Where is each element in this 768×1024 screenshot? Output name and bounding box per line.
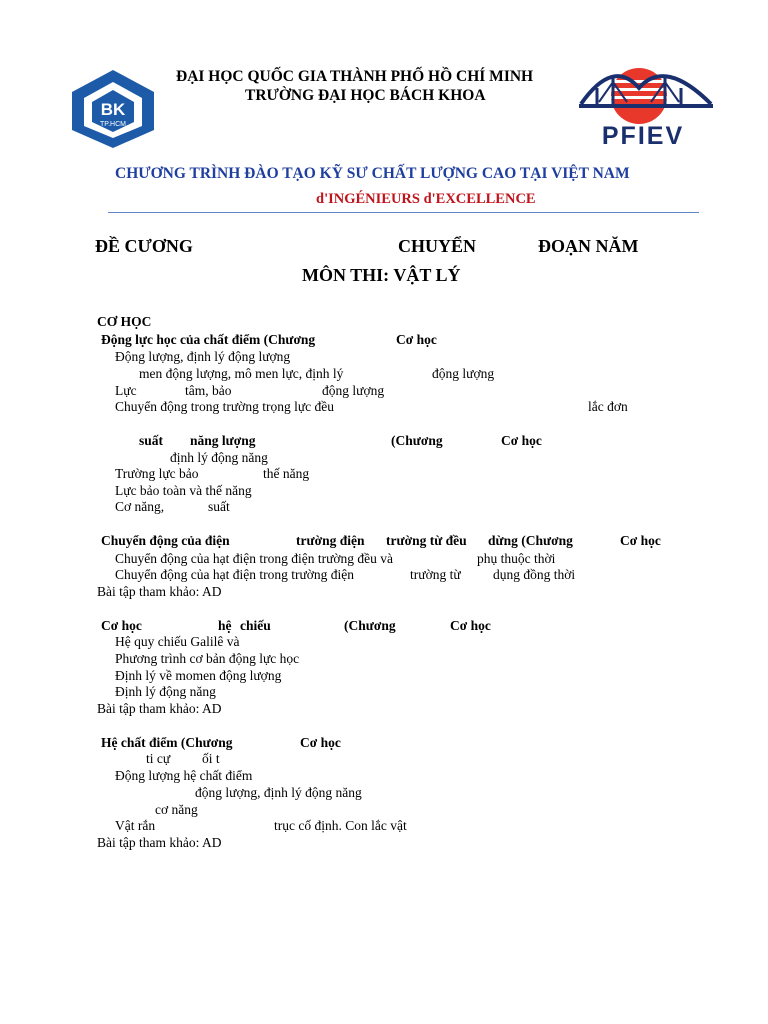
list-item: động lượng xyxy=(322,383,385,398)
section-heading: Cơ học xyxy=(396,332,437,347)
list-item: động lượng xyxy=(432,366,495,381)
section-heading: Cơ học xyxy=(300,735,341,750)
title-word-2: CHUYỂN xyxy=(398,236,477,256)
list-item: thế năng xyxy=(263,466,310,481)
section-heading: Chuyển động của điện xyxy=(101,533,230,548)
list-item: dụng đồng thời xyxy=(493,567,576,582)
section-heading: trường điện xyxy=(296,533,365,548)
list-item: Phương trình cơ bản động lực học xyxy=(115,651,300,666)
section-heading: suất xyxy=(139,433,164,448)
list-item: ti cự xyxy=(146,751,171,766)
title-subject: MÔN THI: VẬT LÝ xyxy=(302,265,461,285)
list-item: Chuyển động của hạt điện trong trường điện xyxy=(115,567,355,582)
reference-line: Bài tập tham khảo: AD xyxy=(97,835,222,850)
list-item: tâm, bảo xyxy=(185,383,232,398)
pfiev-logo-text: PFIEV xyxy=(601,122,685,150)
list-item: Hệ quy chiếu Galilê và xyxy=(115,634,240,649)
section-heading: hệ xyxy=(218,618,232,633)
list-item: định lý động năng xyxy=(170,450,268,465)
list-item: lắc đơn xyxy=(588,399,628,414)
list-item: Vật rắn xyxy=(115,818,156,833)
section-heading: Cơ học xyxy=(620,533,661,548)
section-heading: Hệ chất điểm (Chương xyxy=(101,735,233,750)
list-item: ối t xyxy=(202,751,220,766)
bk-logo xyxy=(68,68,158,150)
list-item: Động lượng hệ chất điểm xyxy=(115,768,253,783)
list-item: trường từ xyxy=(410,567,461,582)
list-item: men động lượng, mô men lực, định lý xyxy=(139,366,344,381)
reference-line: Bài tập tham khảo: AD xyxy=(97,584,222,599)
section-heading: chiếu xyxy=(240,618,271,633)
section-heading: Cơ học xyxy=(450,618,491,633)
list-item: phụ thuộc thời xyxy=(477,551,556,566)
list-item: Động lượng, định lý động lượng xyxy=(115,349,291,364)
section-heading: dừng (Chương xyxy=(488,533,573,548)
list-item: suất xyxy=(208,499,230,514)
section-heading: Cơ học xyxy=(501,433,542,448)
title-word-3: ĐOẠN NĂM xyxy=(538,236,639,256)
list-item: Lực xyxy=(115,383,137,398)
section-heading: năng lượng xyxy=(190,433,256,448)
reference-line: Bài tập tham khảo: AD xyxy=(97,701,222,716)
header-program-fr: d'INGÉNIEURS d'EXCELLENCE xyxy=(316,191,536,207)
bk-logo-main: BK xyxy=(100,100,126,119)
list-item: cơ năng xyxy=(155,802,198,817)
list-item: Định lý động năng xyxy=(115,684,216,699)
section-heading: Cơ học xyxy=(101,618,142,633)
pfiev-logo xyxy=(573,58,719,150)
section-heading: trường từ đều xyxy=(386,533,467,548)
header-divider xyxy=(108,212,699,213)
list-item: Lực bảo toàn và thế năng xyxy=(115,483,252,498)
bk-logo-sub: TP.HCM xyxy=(100,121,126,128)
list-item: trục cố định. Con lắc vật xyxy=(274,818,407,833)
header-program: CHƯƠNG TRÌNH ĐÀO TẠO KỸ SƯ CHẤT LƯỢNG CAO TẠI VIỆT NAM xyxy=(115,165,630,182)
header-university: ĐẠI HỌC QUỐC GIA THÀNH PHỐ HỒ CHÍ MINH xyxy=(176,68,534,85)
section-heading: Động lực học của chất điểm (Chương xyxy=(101,332,316,347)
list-item: Chuyển động trong trường trọng lực đều xyxy=(115,399,334,414)
section-heading: (Chương xyxy=(344,618,396,633)
section-heading: (Chương xyxy=(391,433,443,448)
title-word-1: ĐỀ CƯƠNG xyxy=(95,236,193,256)
list-item: động lượng, định lý động năng xyxy=(195,785,362,800)
list-item: Chuyển động của hạt điện trong điện trường đều và xyxy=(115,551,394,566)
list-item: Trường lực bảo xyxy=(115,466,199,481)
header-school: TRƯỜNG ĐẠI HỌC BÁCH KHOA xyxy=(245,87,486,104)
section-heading: CƠ HỌC xyxy=(97,314,152,329)
list-item: Cơ năng, xyxy=(115,499,165,514)
list-item: Định lý về momen động lượng xyxy=(115,668,282,683)
